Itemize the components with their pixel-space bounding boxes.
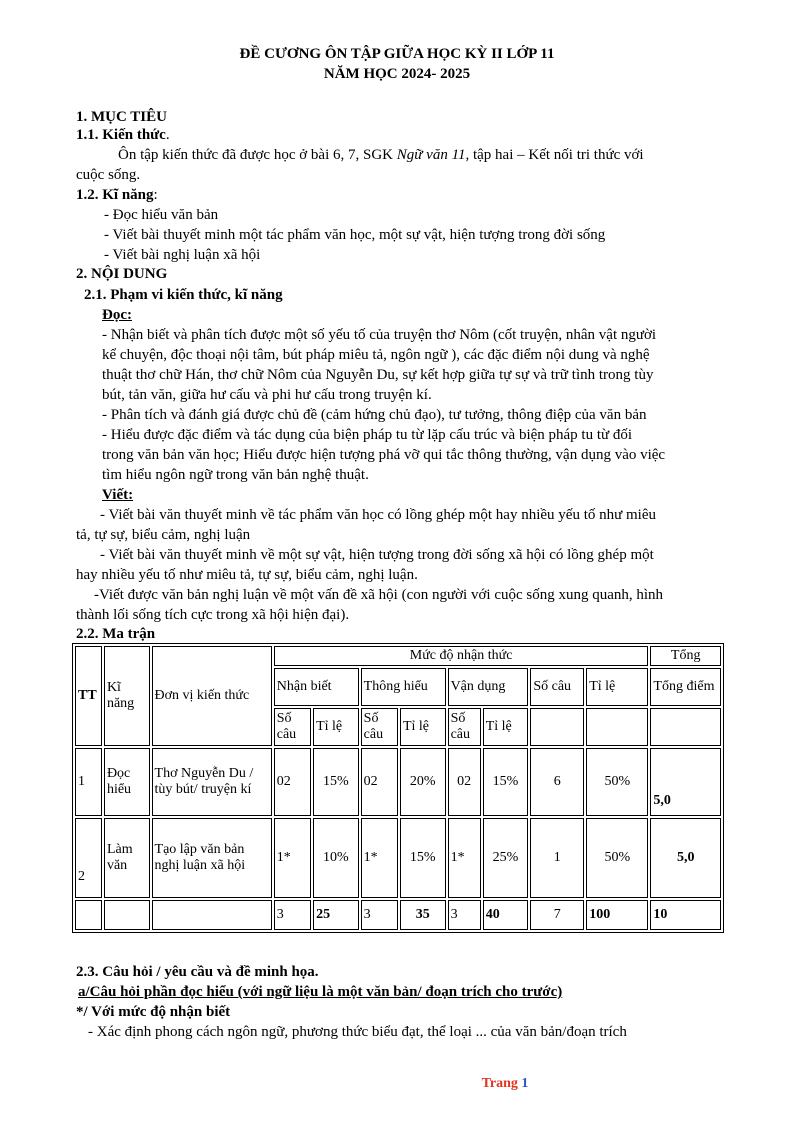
row2-tongdiem: 5,0 <box>650 818 721 898</box>
row1-th-socau: 02 <box>361 748 398 816</box>
empty-cell <box>586 708 648 746</box>
total-nb-socau: 3 <box>274 900 311 930</box>
section-1-1-text: Ôn tập kiến thức đã được học ở bài 6, 7, SGK Ngữ văn 11, tập hai – Kết nối tri thức với <box>118 147 644 163</box>
doc-line: thuật thơ chữ Hán, thơ chữ Nôm của Nguyễn Du, sự kết hợp giữa tự sự và trữ tình trong tùy <box>102 367 654 383</box>
section-1-2-heading: 1.2. Kĩ năng: <box>76 187 158 203</box>
skill-item: - Viết bài thuyết minh một tác phẩm văn học, một sự vật, hiện tượng trong đời sống <box>104 227 606 243</box>
row2-socau: 1 <box>530 818 584 898</box>
row2-th-socau: 1* <box>361 818 398 898</box>
sub-tile: Tỉ lệ <box>483 708 529 746</box>
section-1-1-heading: 1.1. Kiến thức. <box>76 127 170 143</box>
total-vd-socau: 3 <box>448 900 481 930</box>
section-1-heading: 1. MỤC TIÊU <box>76 109 167 125</box>
empty-cell <box>75 900 102 930</box>
row1-vd-tile: 15% <box>483 748 529 816</box>
header-thonghieu: Thông hiểu <box>361 668 446 706</box>
table-row-total <box>75 900 721 930</box>
total-th-socau: 3 <box>361 900 398 930</box>
sub-tile: Tỉ lệ <box>313 708 359 746</box>
viet-line: tả, tự sự, biểu cảm, nghị luận <box>76 527 251 543</box>
header-mucdo: Mức độ nhận thức <box>274 646 649 666</box>
header-donvi: Đơn vị kiến thức <box>152 646 272 746</box>
section-1-1-text-cont: cuộc sống. <box>76 167 141 183</box>
viet-label: Viết: <box>102 487 134 503</box>
table-row <box>75 748 721 816</box>
row2-tt: 2 <box>75 818 102 898</box>
row1-vd-socau: 02 <box>448 748 481 816</box>
empty-cell <box>530 708 584 746</box>
row1-tile: 50% <box>586 748 648 816</box>
total-vd-tile: 40 <box>483 900 529 930</box>
total-tile: 100 <box>586 900 648 930</box>
total-th-tile: 35 <box>400 900 446 930</box>
row1-tongdiem: 5,0 <box>650 748 721 816</box>
section-2-3-level: */ Với mức độ nhận biết <box>76 1004 231 1020</box>
row2-kinang: Làm văn <box>104 818 150 898</box>
doc-line: bút, tản văn, giữa hư cấu và phi hư cấu trong truyện kí. <box>102 387 432 403</box>
sub-tile: Tỉ lệ <box>400 708 446 746</box>
skill-item: - Đọc hiểu văn bản <box>104 207 219 223</box>
doc-line: kể chuyện, độc thoại nội tâm, bút pháp miêu tả, ngôn ngữ ), các đặc điểm nội dung và nghệ <box>102 347 650 363</box>
row2-nb-tile: 10% <box>313 818 359 898</box>
header-tile: Tỉ lệ <box>586 668 648 706</box>
row1-tt: 1 <box>75 748 102 816</box>
footer-label: Trang <box>481 1076 522 1091</box>
section-2-heading: 2. NỘI DUNG <box>76 266 168 282</box>
total-socau: 7 <box>530 900 584 930</box>
viet-line: thành lối sống tích cực trong xã hội hiện đại). <box>76 607 350 623</box>
page-footer <box>0 1076 794 1092</box>
doc-line: trong văn bản văn học; Hiểu được hiện tượng phá vỡ qui tắc thông thường, vận dụng vào việc <box>102 447 666 463</box>
doc-line: tìm hiểu ngôn ngữ trong văn bản nghệ thuật. <box>102 467 369 483</box>
header-tong: Tổng <box>650 646 721 666</box>
header-tt: TT <box>75 646 102 746</box>
viet-line: - Viết bài văn thuyết minh về một sự vật, hiện tượng trong đời sống xã hội có lồng ghép một <box>100 547 654 563</box>
doc-title-line1: ĐỀ CƯƠNG ÔN TẬP GIỮA HỌC KỲ II LỚP 11 <box>239 46 555 62</box>
total-nb-tile: 25 <box>313 900 359 930</box>
row1-donvi: Thơ Nguyễn Du / tùy bút/ truyện kí <box>152 748 272 816</box>
row1-socau: 6 <box>530 748 584 816</box>
footer-page-number: 1 <box>521 1076 529 1091</box>
header-vandung: Vận dụng <box>448 668 529 706</box>
sub-socau: Số câu <box>448 708 481 746</box>
sub-socau: Số câu <box>361 708 398 746</box>
section-2-1-heading: 2.1. Phạm vi kiến thức, kĩ năng <box>84 287 283 303</box>
row2-th-tile: 15% <box>400 818 446 898</box>
empty-cell <box>650 708 721 746</box>
row2-vd-socau: 1* <box>448 818 481 898</box>
viet-line: -Viết được văn bản nghị luận về một vấn đề xã hội (con người với cuộc sống xung quanh, hình <box>94 587 664 603</box>
row1-kinang: Đọc hiểu <box>104 748 150 816</box>
row1-th-tile: 20% <box>400 748 446 816</box>
header-socau: Số câu <box>530 668 584 706</box>
section-2-3-sub-a: a/Câu hỏi phần đọc hiểu (với ngữ liệu là một văn bản/ đoạn trích cho trước) <box>78 984 563 1000</box>
empty-cell <box>104 900 150 930</box>
section-2-3-heading: 2.3. Câu hỏi / yêu cầu và đề minh họa. <box>76 964 319 980</box>
empty-cell <box>152 900 272 930</box>
viet-line: hay nhiều yếu tố như miêu tả, tự sự, biểu cảm, nghị luận. <box>76 567 418 583</box>
header-tongdiem: Tổng điểm <box>650 668 721 706</box>
table-row <box>75 818 721 898</box>
sub-socau: Số câu <box>274 708 311 746</box>
row2-tile: 50% <box>586 818 648 898</box>
row2-nb-socau: 1* <box>274 818 311 898</box>
row1-nb-tile: 15% <box>313 748 359 816</box>
section-2-3-item: - Xác định phong cách ngôn ngữ, phương thức biểu đạt, thể loại ... của văn bản/đoạn trích <box>88 1024 627 1040</box>
matrix-header-row <box>75 646 721 666</box>
doc-line: - Nhận biết và phân tích được một số yếu tố của truyện thơ Nôm (cốt truyện, nhân vật người <box>102 327 657 343</box>
skill-item: - Viết bài nghị luận xã hội <box>104 247 261 263</box>
total-tongdiem: 10 <box>650 900 721 930</box>
doc-line: - Hiểu được đặc điểm và tác dụng của biện pháp tu từ lặp cấu trúc và biện pháp tu từ đối <box>102 427 633 443</box>
row2-vd-tile: 25% <box>483 818 529 898</box>
doc-line: - Phân tích và đánh giá được chủ đề (cảm hứng chủ đạo), tư tưởng, thông điệp của văn bản <box>102 407 647 423</box>
section-2-2-heading: 2.2. Ma trận <box>76 626 156 642</box>
header-kinang: Kĩ năng <box>104 646 150 746</box>
doc-title-line2: NĂM HỌC 2024- 2025 <box>323 66 471 82</box>
doc-label: Đọc: <box>102 307 132 323</box>
row2-donvi: Tạo lập văn bản nghị luận xã hội <box>152 818 272 898</box>
header-nhanbiet: Nhận biết <box>274 668 359 706</box>
matrix-table <box>72 643 724 933</box>
viet-line: - Viết bài văn thuyết minh về tác phẩm văn học có lồng ghép một hay nhiều yếu tố như miêu <box>100 507 656 523</box>
row1-nb-socau: 02 <box>274 748 311 816</box>
